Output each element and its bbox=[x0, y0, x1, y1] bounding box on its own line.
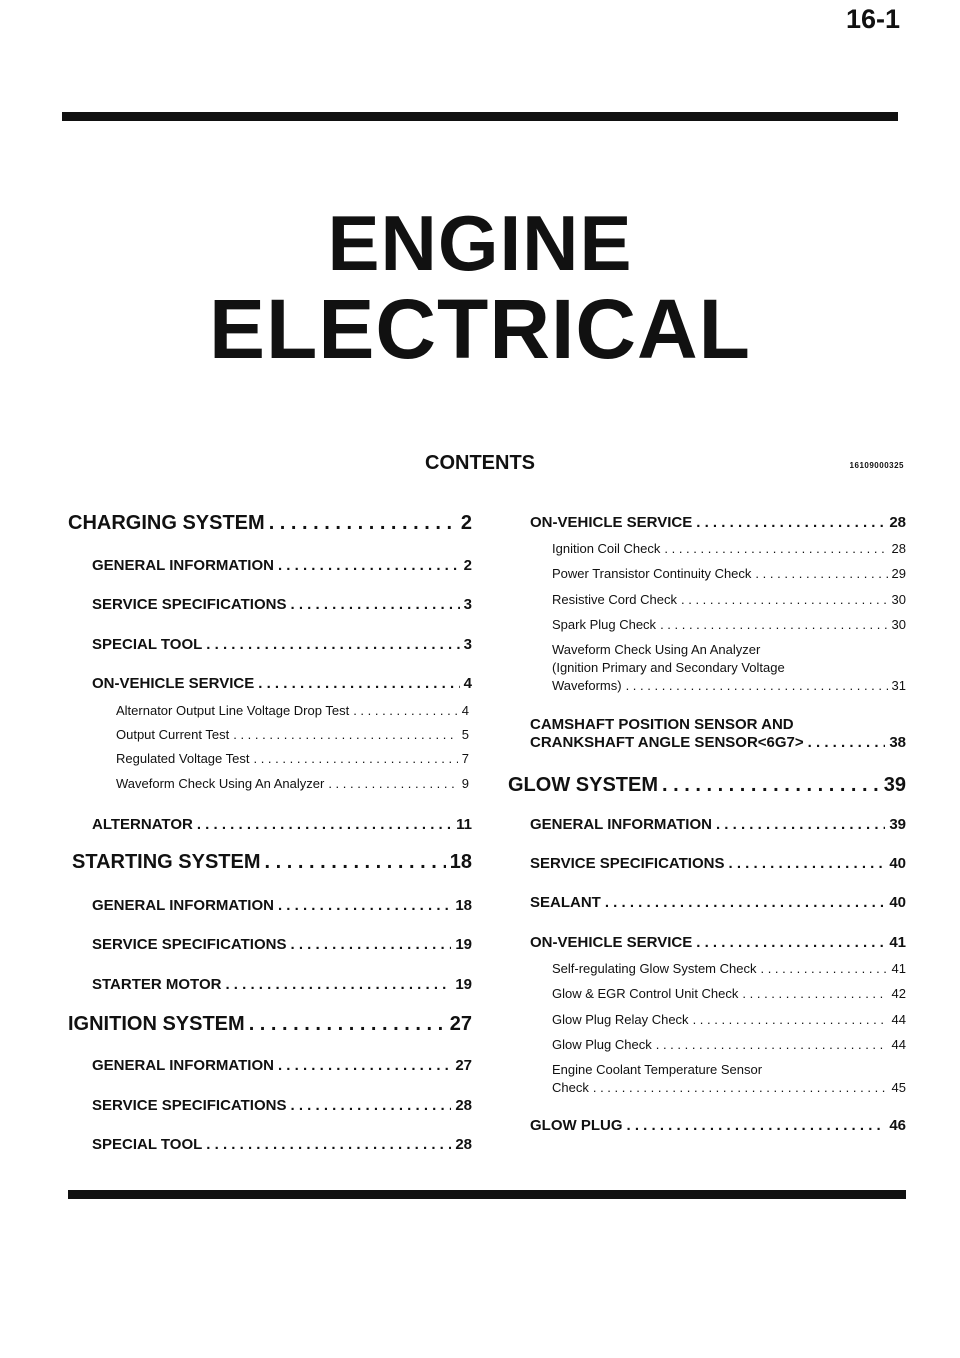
toc-entry-page: 3 bbox=[463, 636, 472, 653]
toc-entry-label: Self-regulating Glow System Check bbox=[552, 961, 757, 976]
leader-dots bbox=[265, 851, 446, 874]
toc-entry-label: GENERAL INFORMATION bbox=[530, 816, 712, 833]
toc-entry-page: 5 bbox=[461, 727, 469, 742]
toc-entry-page: 45 bbox=[891, 1080, 906, 1095]
leader-dots bbox=[206, 1136, 451, 1153]
toc-entry-page: 40 bbox=[889, 894, 906, 911]
leader-dots bbox=[278, 897, 451, 914]
leader-dots bbox=[225, 976, 451, 993]
leader-dots bbox=[328, 776, 457, 791]
toc-entry-label: SERVICE SPECIFICATIONS bbox=[92, 596, 287, 613]
toc-entry-page: 44 bbox=[891, 1012, 906, 1027]
toc-entry-page: 11 bbox=[456, 816, 472, 833]
toc-entry[interactable] bbox=[116, 776, 469, 791]
leader-dots bbox=[258, 675, 459, 692]
leader-dots bbox=[716, 816, 885, 833]
leader-dots bbox=[808, 734, 886, 751]
toc-entry-label-line: CAMSHAFT POSITION SENSOR AND bbox=[530, 716, 794, 733]
leader-dots bbox=[593, 1080, 888, 1095]
toc-entry[interactable] bbox=[92, 976, 472, 993]
toc-entry-page: 2 bbox=[463, 557, 472, 574]
toc-entry-page: 40 bbox=[889, 855, 906, 872]
toc-entry-label-line: (Ignition Primary and Secondary Voltage bbox=[552, 660, 785, 675]
toc-entry[interactable] bbox=[530, 894, 906, 911]
toc-entry-page: 27 bbox=[449, 1013, 472, 1035]
toc-entry-label: Waveforms) bbox=[552, 678, 622, 693]
toc-entry-label: CRANKSHAFT ANGLE SENSOR<6G7> bbox=[530, 734, 804, 751]
leader-dots bbox=[755, 566, 887, 581]
toc-entry[interactable] bbox=[530, 514, 906, 531]
toc-entry-page: 29 bbox=[891, 566, 906, 581]
leader-dots bbox=[660, 617, 887, 632]
leader-dots bbox=[197, 816, 452, 833]
leader-dots bbox=[290, 936, 451, 953]
toc-entry-label: Alternator Output Line Voltage Drop Test bbox=[116, 703, 350, 718]
toc-entry[interactable] bbox=[116, 703, 469, 718]
toc-entry-label: IGNITION SYSTEM bbox=[68, 1013, 245, 1035]
toc-entry-label: STARTING SYSTEM bbox=[72, 851, 261, 873]
leader-dots bbox=[760, 961, 887, 976]
toc-entry-page: 28 bbox=[891, 541, 906, 556]
toc-entry[interactable] bbox=[92, 636, 472, 653]
leader-dots bbox=[269, 512, 457, 535]
toc-entry-label: GLOW SYSTEM bbox=[508, 774, 658, 796]
toc-entry[interactable] bbox=[552, 986, 906, 1001]
toc-entry-label: CHARGING SYSTEM bbox=[68, 512, 265, 534]
toc-entry[interactable] bbox=[92, 675, 472, 692]
leader-dots bbox=[662, 774, 880, 797]
leader-dots bbox=[742, 986, 887, 1001]
toc-entry-page: 28 bbox=[455, 1136, 472, 1153]
leader-dots bbox=[656, 1037, 888, 1052]
toc-entry-page: 18 bbox=[455, 897, 472, 914]
toc-entry-page: 38 bbox=[889, 734, 906, 751]
toc-entry-label: Glow Plug Check bbox=[552, 1037, 652, 1052]
leader-dots bbox=[605, 894, 885, 911]
toc-entry-label: SERVICE SPECIFICATIONS bbox=[92, 936, 287, 953]
toc-entry-label-line: Engine Coolant Temperature Sensor bbox=[552, 1062, 763, 1077]
toc-entry-page: 7 bbox=[461, 751, 469, 766]
toc-entry[interactable] bbox=[530, 855, 906, 872]
document-title bbox=[0, 199, 960, 376]
toc-entry-page: 28 bbox=[889, 514, 906, 531]
toc-entry[interactable] bbox=[92, 936, 472, 953]
leader-dots bbox=[696, 514, 885, 531]
toc-entry-label: GENERAL INFORMATION bbox=[92, 897, 274, 914]
leader-dots bbox=[278, 557, 460, 574]
toc-entry[interactable] bbox=[552, 1037, 906, 1052]
toc-entry[interactable] bbox=[508, 774, 906, 797]
toc-entry[interactable] bbox=[552, 1012, 906, 1027]
toc-entry[interactable] bbox=[552, 541, 906, 556]
toc-entry-label: Spark Plug Check bbox=[552, 617, 657, 632]
toc-entry[interactable] bbox=[92, 897, 472, 914]
toc-entry-label: Glow & EGR Control Unit Check bbox=[552, 986, 739, 1001]
toc-entry-page: 41 bbox=[889, 934, 906, 951]
leader-dots bbox=[206, 636, 459, 653]
toc-entry-page: 42 bbox=[891, 986, 906, 1001]
toc-entry-page: 44 bbox=[891, 1037, 906, 1052]
leader-dots bbox=[626, 678, 888, 693]
contents-heading: CONTENTS bbox=[425, 452, 535, 474]
toc-entry-page: 39 bbox=[889, 816, 906, 833]
toc-entry-label: Ignition Coil Check bbox=[552, 541, 661, 556]
leader-dots bbox=[290, 1097, 451, 1114]
leader-dots bbox=[728, 855, 885, 872]
toc-entry-page: 28 bbox=[455, 1097, 472, 1114]
title-line-2: ELECTRICAL bbox=[209, 282, 751, 376]
toc-entry-label: SPECIAL TOOL bbox=[92, 1136, 203, 1153]
toc-entry-label: SPECIAL TOOL bbox=[92, 636, 203, 653]
document-code: 16109000325 bbox=[849, 461, 904, 470]
page-number: 16-1 bbox=[845, 4, 900, 34]
leader-dots bbox=[353, 703, 458, 718]
toc-entry-label: SERVICE SPECIFICATIONS bbox=[530, 855, 725, 872]
toc-entry[interactable] bbox=[552, 678, 906, 693]
toc-entry-page: 31 bbox=[891, 678, 906, 693]
leader-dots bbox=[249, 1013, 446, 1036]
toc-entry[interactable] bbox=[552, 617, 906, 632]
toc-entry-label: Output Current Test bbox=[116, 727, 230, 742]
toc-entry-page: 4 bbox=[461, 703, 469, 718]
toc-entry[interactable] bbox=[530, 816, 906, 833]
toc-entry-page: 2 bbox=[460, 512, 472, 534]
toc-entry-label: Check bbox=[552, 1080, 589, 1095]
leader-dots bbox=[696, 934, 885, 951]
toc-entry[interactable] bbox=[68, 512, 472, 535]
title-line-1: ENGINE bbox=[327, 199, 633, 287]
leader-dots bbox=[693, 1012, 888, 1027]
toc-entry[interactable] bbox=[68, 1013, 472, 1036]
toc-entry-page: 41 bbox=[891, 961, 906, 976]
toc-entry-page: 19 bbox=[455, 936, 472, 953]
toc-entry-label: Regulated Voltage Test bbox=[116, 751, 250, 766]
toc-entry[interactable] bbox=[116, 751, 469, 766]
leader-dots bbox=[664, 541, 887, 556]
toc-entry-page: 3 bbox=[463, 596, 472, 613]
toc-entry-label: GENERAL INFORMATION bbox=[92, 1057, 274, 1074]
toc-entry-label-line: Waveform Check Using An Analyzer bbox=[552, 642, 761, 657]
toc-entry[interactable] bbox=[92, 1057, 472, 1074]
toc-entry-label: SERVICE SPECIFICATIONS bbox=[92, 1097, 287, 1114]
toc-entry[interactable] bbox=[552, 1080, 906, 1095]
toc-entry-page: 46 bbox=[889, 1117, 906, 1134]
toc-entry-label: ALTERNATOR bbox=[92, 816, 193, 833]
toc-entry-page: 27 bbox=[455, 1057, 472, 1074]
toc-entry-page: 18 bbox=[449, 851, 472, 873]
toc-entry-page: 4 bbox=[463, 675, 472, 692]
toc-entry-page: 30 bbox=[891, 617, 906, 632]
toc-entry[interactable] bbox=[552, 592, 906, 607]
toc-entry-page: 9 bbox=[461, 776, 469, 791]
toc-entry-page: 19 bbox=[455, 976, 472, 993]
toc-entry-label: GLOW PLUG bbox=[530, 1117, 623, 1134]
toc-entry[interactable] bbox=[92, 816, 472, 833]
toc-entry-page: 30 bbox=[891, 592, 906, 607]
toc-entry-label: Resistive Cord Check bbox=[552, 592, 677, 607]
toc-entry-label: ON-VEHICLE SERVICE bbox=[530, 514, 693, 531]
leader-dots bbox=[278, 1057, 451, 1074]
leader-dots bbox=[290, 596, 459, 613]
toc-entry-label: GENERAL INFORMATION bbox=[92, 557, 274, 574]
toc-entry-label: Glow Plug Relay Check bbox=[552, 1012, 689, 1027]
toc-entry[interactable] bbox=[92, 596, 472, 613]
leader-dots bbox=[253, 751, 457, 766]
toc-entry[interactable] bbox=[92, 1097, 472, 1114]
toc-entry-label: ON-VEHICLE SERVICE bbox=[530, 934, 693, 951]
toc-entry[interactable] bbox=[530, 734, 906, 751]
toc-entry[interactable] bbox=[552, 566, 906, 581]
toc-entry-label: SEALANT bbox=[530, 894, 601, 911]
toc-entry-label: STARTER MOTOR bbox=[92, 976, 222, 993]
toc-entry[interactable] bbox=[530, 934, 906, 951]
leader-dots bbox=[233, 727, 458, 742]
leader-dots bbox=[627, 1117, 886, 1134]
toc-entry[interactable] bbox=[116, 727, 469, 742]
toc-entry[interactable] bbox=[552, 961, 906, 976]
toc-entry-label: Power Transistor Continuity Check bbox=[552, 566, 752, 581]
bottom-rule bbox=[68, 1190, 906, 1199]
toc-entry[interactable] bbox=[72, 851, 472, 874]
toc-entry-label: ON-VEHICLE SERVICE bbox=[92, 675, 255, 692]
top-rule bbox=[62, 112, 898, 121]
leader-dots bbox=[681, 592, 888, 607]
toc-entry[interactable] bbox=[530, 1117, 906, 1134]
toc-entry[interactable] bbox=[92, 1136, 472, 1153]
toc-entry[interactable] bbox=[92, 557, 472, 574]
toc-entry-page: 39 bbox=[883, 774, 906, 796]
toc-entry-label: Waveform Check Using An Analyzer bbox=[116, 776, 325, 791]
